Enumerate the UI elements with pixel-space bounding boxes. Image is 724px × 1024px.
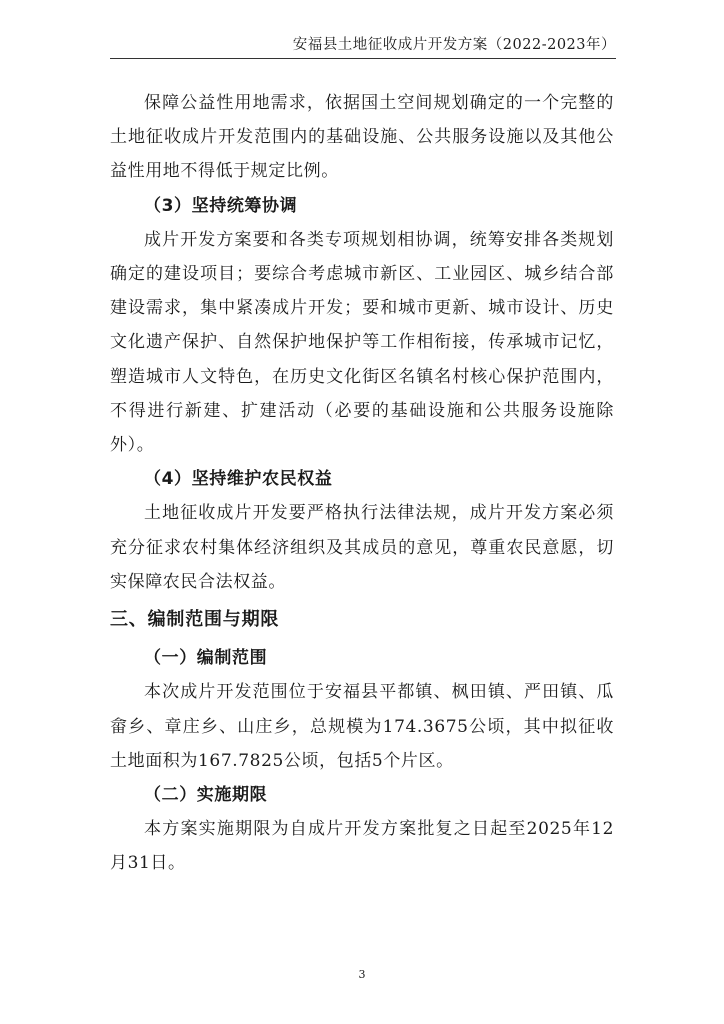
subheading-scope: （一）编制范围: [144, 648, 268, 669]
document-body: [110, 86, 614, 881]
section-heading-scope-and-period: 三、编制范围与期限: [110, 609, 280, 631]
paragraph-public-welfare: 保障公益性用地需求，依据国土空间规划确定的一个完整的土地征收成片开发范围内的基础设施、公共服务设施以及其他公益性用地不得低于规定比例。: [110, 93, 614, 182]
subheading-coordination: （3）坚持统筹协调: [144, 195, 298, 216]
paragraph-period: 本方案实施期限为自成片开发方案批复之日起至2025年12月31日。: [110, 819, 614, 874]
page-number: 3: [358, 968, 366, 981]
subheading-period: （二）实施期限: [144, 785, 268, 806]
paragraph-coordination: 成片开发方案要和各类专项规划相协调，统筹安排各类规划确定的建设项目；要综合考虑城市新区、工业园区、城乡结合部建设需求，集中紧凑成片开发；要和城市更新、城市设计、历史文化遗产保护、自然保护地保护等工作相衔接，传承城市记忆，塑造城市人文特色，在历史文化街区名镇名村核心保护范围内，不得进行新建、扩建活动（必要的基础设施和公共服务设施除外）。: [110, 229, 614, 456]
paragraph-scope: 本次成片开发范围位于安福县平都镇、枫田镇、严田镇、瓜畲乡、章庄乡、山庄乡，总规模为174.3675公顷，其中拟征收土地面积为167.7825公顷，包括5个片区。: [110, 682, 614, 771]
document-title: 安福县土地征收成片开发方案（2022-2023年）: [292, 37, 616, 53]
page-header: [110, 36, 616, 59]
subheading-farmer-rights: （4）坚持维护农民权益: [144, 469, 333, 490]
paragraph-farmer-rights: 土地征收成片开发要严格执行法律法规，成片开发方案必须充分征求农村集体经济组织及其成员的意见，尊重农民意愿，切实保障农民合法权益。: [110, 503, 614, 592]
